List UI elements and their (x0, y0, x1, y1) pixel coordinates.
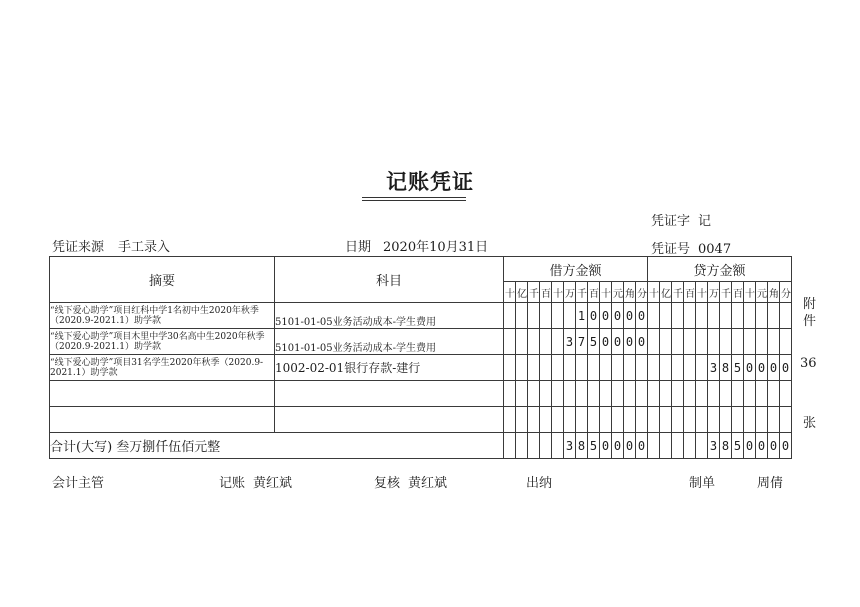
title-underline-double (362, 200, 466, 201)
debit-unit-3: 百 (540, 282, 552, 303)
empty-cell (708, 381, 720, 407)
empty-cell (516, 407, 528, 433)
empty-row (50, 407, 792, 433)
total-debit-digit (552, 433, 564, 459)
sign-cashier (526, 472, 552, 491)
total-credit-digit (648, 433, 660, 459)
debit-unit-9: 元 (612, 282, 624, 303)
credit-unit-5: 万 (708, 282, 720, 303)
attachment-prefix: 附 (803, 297, 817, 312)
entry-subject: 1002-02-01银行存款-建行 (275, 355, 504, 381)
header-debit: 借方金额 (504, 257, 648, 282)
debit-unit-6: 千 (576, 282, 588, 303)
empty-cell (50, 407, 275, 433)
debit-digit (504, 329, 516, 355)
credit-digit (660, 329, 672, 355)
empty-cell (660, 407, 672, 433)
credit-digit (684, 355, 696, 381)
credit-digit (660, 303, 672, 329)
credit-digit (696, 303, 708, 329)
credit-digit: 0 (780, 355, 792, 381)
empty-cell (50, 381, 275, 407)
credit-digit (696, 329, 708, 355)
credit-digit (780, 329, 792, 355)
debit-digit (516, 303, 528, 329)
credit-digit (648, 355, 660, 381)
credit-digit (732, 303, 744, 329)
credit-unit-2: 千 (672, 282, 684, 303)
total-amount-words: 合计(大写) 叁万捌仟伍佰元整 (50, 433, 504, 459)
empty-cell (275, 407, 504, 433)
sign-bookkeeper-value: 黄红斌 (253, 476, 293, 491)
empty-cell (528, 407, 540, 433)
entry-subject: 5101-01-05业务活动成本-学生费用 (275, 303, 504, 329)
empty-cell (624, 407, 636, 433)
debit-digit (540, 329, 552, 355)
debit-unit-1: 亿 (516, 282, 528, 303)
empty-cell (588, 381, 600, 407)
credit-digit (756, 329, 768, 355)
credit-unit-11: 分 (780, 282, 792, 303)
total-credit-digit (672, 433, 684, 459)
debit-unit-11: 分 (636, 282, 648, 303)
credit-digit: 8 (720, 355, 732, 381)
debit-unit-8: 十 (600, 282, 612, 303)
credit-digit (672, 355, 684, 381)
total-credit-digit: 3 (708, 433, 720, 459)
attachment-suffix: 张 (803, 416, 817, 431)
debit-digit: 0 (612, 303, 624, 329)
debit-digit: 0 (600, 329, 612, 355)
total-credit-digit: 0 (768, 433, 780, 459)
debit-digit: 0 (624, 329, 636, 355)
credit-digit: 0 (768, 355, 780, 381)
total-credit-digit (684, 433, 696, 459)
credit-digit (684, 303, 696, 329)
entry-summary: “线下爱心助学”项目红科中学1名初中生2020年秋季（2020.9-2021.1）助学款 (50, 303, 275, 329)
empty-cell (636, 381, 648, 407)
empty-cell (684, 381, 696, 407)
empty-cell (672, 381, 684, 407)
debit-digit (528, 329, 540, 355)
empty-cell (600, 381, 612, 407)
debit-unit-10: 角 (624, 282, 636, 303)
total-debit-digit: 5 (588, 433, 600, 459)
debit-digit (636, 355, 648, 381)
total-credit-digit: 0 (780, 433, 792, 459)
sign-bookkeeper-label: 记账 (219, 476, 246, 491)
credit-digit (720, 329, 732, 355)
credit-unit-4: 十 (696, 282, 708, 303)
empty-cell (648, 407, 660, 433)
empty-cell (648, 381, 660, 407)
credit-digit (648, 329, 660, 355)
debit-digit (564, 355, 576, 381)
voucher-date-value: 2020年10月31日 (383, 240, 489, 255)
debit-unit-4: 十 (552, 282, 564, 303)
attachment-count: 36 (800, 356, 817, 371)
credit-digit (648, 303, 660, 329)
total-debit-digit: 0 (612, 433, 624, 459)
credit-digit: 0 (744, 355, 756, 381)
credit-digit: 5 (732, 355, 744, 381)
credit-unit-10: 角 (768, 282, 780, 303)
voucher-word (651, 210, 711, 229)
debit-digit (540, 355, 552, 381)
empty-cell (672, 407, 684, 433)
debit-digit: 0 (612, 329, 624, 355)
debit-digit: 5 (588, 329, 600, 355)
empty-cell (612, 407, 624, 433)
total-debit-digit (528, 433, 540, 459)
sign-preparer-value: 周倩 (757, 476, 784, 491)
empty-row (50, 381, 792, 407)
debit-digit (504, 303, 516, 329)
empty-cell (756, 381, 768, 407)
voucher-table (49, 256, 792, 459)
voucher-date-label: 日期 (345, 240, 372, 255)
empty-cell (660, 381, 672, 407)
credit-digit (672, 329, 684, 355)
empty-cell (528, 381, 540, 407)
empty-cell (744, 381, 756, 407)
empty-cell (636, 407, 648, 433)
total-credit-digit: 0 (744, 433, 756, 459)
voucher-source-value: 手工录入 (118, 240, 171, 255)
voucher-number-value: 0047 (698, 242, 732, 257)
debit-digit (528, 355, 540, 381)
debit-digit: 0 (624, 303, 636, 329)
debit-digit: 1 (576, 303, 588, 329)
empty-cell (516, 381, 528, 407)
voucher-title: 记账凭证 (386, 170, 474, 194)
empty-cell (504, 381, 516, 407)
empty-cell (275, 381, 504, 407)
debit-digit (552, 303, 564, 329)
debit-digit (588, 355, 600, 381)
sign-cashier-label: 出纳 (526, 476, 553, 491)
attachment-prefix-char: 件 (803, 314, 817, 329)
voucher-date (345, 236, 488, 255)
debit-digit: 0 (636, 329, 648, 355)
total-row (50, 433, 792, 459)
entry-subject: 5101-01-05业务活动成本-学生费用 (275, 329, 504, 355)
credit-digit (744, 329, 756, 355)
empty-cell (504, 407, 516, 433)
empty-cell (576, 381, 588, 407)
entry-summary: “线下爱心助学”项目木里中学30名高中生2020年秋季（2020.9-2021.1）助学款 (50, 329, 275, 355)
credit-unit-8: 十 (744, 282, 756, 303)
empty-cell (612, 381, 624, 407)
debit-digit (516, 355, 528, 381)
credit-digit (720, 303, 732, 329)
debit-digit (624, 355, 636, 381)
empty-cell (708, 407, 720, 433)
empty-cell (732, 381, 744, 407)
credit-digit (672, 303, 684, 329)
total-credit-digit: 8 (720, 433, 732, 459)
empty-cell (588, 407, 600, 433)
empty-cell (552, 381, 564, 407)
total-debit-digit: 3 (564, 433, 576, 459)
sign-reviewer (374, 472, 447, 491)
total-debit-digit (504, 433, 516, 459)
credit-digit (708, 329, 720, 355)
debit-digit (552, 355, 564, 381)
credit-digit: 0 (756, 355, 768, 381)
header-credit (648, 257, 792, 282)
empty-cell (564, 407, 576, 433)
empty-cell (756, 407, 768, 433)
credit-digit (660, 355, 672, 381)
credit-digit: 3 (708, 355, 720, 381)
sign-supervisor-label: 会计主管 (52, 476, 105, 491)
credit-unit-3: 百 (684, 282, 696, 303)
empty-cell (720, 407, 732, 433)
debit-digit (564, 303, 576, 329)
credit-digit (768, 329, 780, 355)
voucher-word-label: 凭证字 (651, 214, 691, 229)
title-underline (362, 197, 466, 198)
debit-digit (528, 303, 540, 329)
total-debit-digit: 0 (636, 433, 648, 459)
debit-digit (516, 329, 528, 355)
empty-cell (540, 407, 552, 433)
debit-digit (504, 355, 516, 381)
debit-digit: 7 (576, 329, 588, 355)
voucher-rows (50, 303, 792, 459)
debit-digit: 0 (600, 303, 612, 329)
empty-cell (780, 381, 792, 407)
credit-digit (684, 329, 696, 355)
credit-digit (696, 355, 708, 381)
sign-preparer-label: 制单 (689, 476, 716, 491)
credit-digit (768, 303, 780, 329)
credit-digit (708, 303, 720, 329)
credit-unit-1: 亿 (660, 282, 672, 303)
sign-supervisor (52, 472, 104, 491)
credit-digit (756, 303, 768, 329)
credit-unit-9: 元 (756, 282, 768, 303)
debit-unit-5: 万 (564, 282, 576, 303)
total-credit-digit: 5 (732, 433, 744, 459)
total-credit-digit: 0 (756, 433, 768, 459)
total-credit-digit (660, 433, 672, 459)
entry-row (50, 303, 792, 329)
debit-digit (612, 355, 624, 381)
voucher-source-label: 凭证来源 (52, 240, 105, 255)
voucher-number (651, 238, 731, 257)
attachment-prefix-2 (803, 310, 816, 329)
empty-cell (768, 381, 780, 407)
empty-cell (684, 407, 696, 433)
debit-digit: 3 (564, 329, 576, 355)
total-debit-digit (540, 433, 552, 459)
voucher-number-label: 凭证号 (651, 242, 691, 257)
credit-unit-6: 千 (720, 282, 732, 303)
credit-unit-0: 十 (648, 282, 660, 303)
header-credit-label: 贷方金额 (693, 263, 746, 279)
empty-cell (696, 381, 708, 407)
debit-unit-7: 百 (588, 282, 600, 303)
total-debit-digit (516, 433, 528, 459)
empty-cell (732, 407, 744, 433)
credit-digit (744, 303, 756, 329)
empty-cell (624, 381, 636, 407)
empty-cell (696, 407, 708, 433)
total-debit-digit: 8 (576, 433, 588, 459)
empty-cell (720, 381, 732, 407)
empty-cell (600, 407, 612, 433)
header-summary: 摘要 (50, 257, 275, 303)
voucher-source (52, 236, 170, 255)
empty-cell (552, 407, 564, 433)
debit-unit-2: 千 (528, 282, 540, 303)
sign-reviewer-value: 黄红斌 (408, 476, 448, 491)
debit-digit (600, 355, 612, 381)
total-debit-digit: 0 (600, 433, 612, 459)
debit-digit (552, 329, 564, 355)
sign-bookkeeper (219, 472, 292, 491)
empty-cell (540, 381, 552, 407)
empty-cell (780, 407, 792, 433)
total-credit-digit (696, 433, 708, 459)
empty-cell (576, 407, 588, 433)
debit-digit: 0 (636, 303, 648, 329)
debit-digit (576, 355, 588, 381)
voucher-word-value: 记 (698, 214, 712, 229)
debit-digit: 0 (588, 303, 600, 329)
entry-row (50, 329, 792, 355)
sign-reviewer-label: 复核 (374, 476, 401, 491)
debit-unit-0: 十 (504, 282, 516, 303)
credit-unit-7: 百 (732, 282, 744, 303)
entry-summary: “线下爱心助学”项目31名学生2020年秋季（2020.9-2021.1）助学款 (50, 355, 275, 381)
credit-digit (780, 303, 792, 329)
empty-cell (768, 407, 780, 433)
entry-row (50, 355, 792, 381)
total-debit-digit: 0 (624, 433, 636, 459)
empty-cell (564, 381, 576, 407)
empty-cell (744, 407, 756, 433)
credit-digit (732, 329, 744, 355)
header-subject: 科目 (275, 257, 504, 303)
debit-digit (540, 303, 552, 329)
